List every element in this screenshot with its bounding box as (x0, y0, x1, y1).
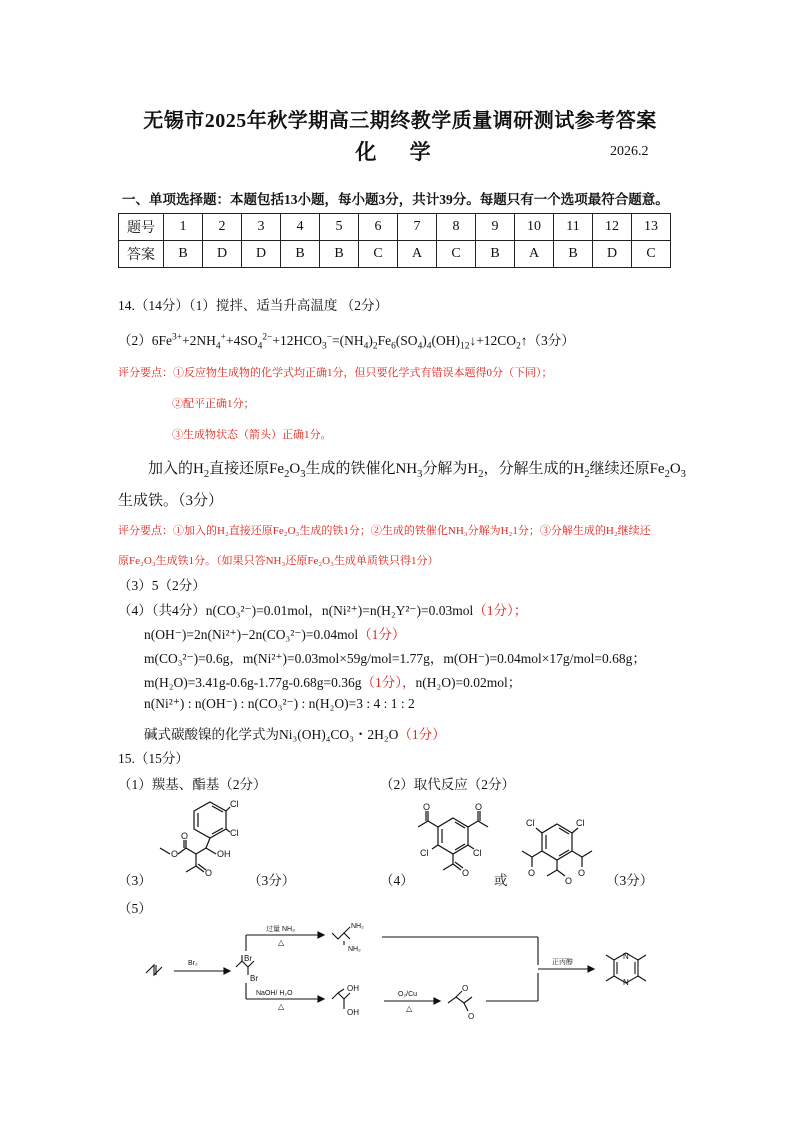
bond (344, 927, 350, 933)
eq-sub: 4 (257, 341, 263, 352)
eq-sub: 4 (363, 341, 369, 352)
nh2-label: NH₂ (351, 923, 364, 930)
answer-cell: B (476, 241, 515, 268)
q14-part4-line4 (144, 671, 521, 691)
q14-equation (118, 329, 575, 352)
methyl-bond (606, 976, 614, 981)
q14-part4-line1 (118, 599, 527, 619)
text: n(H₂O)=0.02mol； (415, 675, 522, 690)
eq-part: =(NH (332, 333, 364, 348)
question-number: 9 (476, 214, 515, 241)
o-label: O (528, 868, 536, 878)
scoring-note-4: 评分要点：①加入的H₂直接还原Fe₂O₃生成的铁1分；②生成的铁催化NH₃分解为H₂1分；③分解生成的H₂继续还 (118, 525, 651, 537)
cl-label: Cl (420, 848, 429, 858)
bond (196, 848, 206, 854)
answer-cell: D (593, 241, 632, 268)
q14-explanation (148, 457, 686, 480)
answer-cell: B (320, 241, 359, 268)
methyl-bond (638, 955, 646, 960)
oh-label: OH (347, 984, 359, 993)
bond (186, 866, 196, 872)
cl-label: Cl (576, 818, 585, 828)
o-label: O (475, 802, 483, 812)
eq-sub: 4 (426, 341, 432, 352)
sub: 2 (203, 469, 210, 480)
q14-part4-line2 (144, 623, 405, 643)
scoring-note-3: ③生成物状态（箭头）正确1分。 (172, 429, 332, 441)
reagent-naoh: NaOH/ H₂O (256, 990, 293, 997)
q15-part1: （1）羰基、酯基（2分） (118, 777, 267, 792)
bond (522, 851, 532, 857)
reagent-o2cu: O₂/Cu (398, 991, 418, 998)
eq-sup: + (220, 332, 226, 343)
question-row (119, 214, 671, 241)
section1-heading: 一、单项选择题：本题包括13小题，每小题3分，共计39分。每题只有一个选项最符合题意。 (122, 192, 669, 207)
bond (468, 821, 478, 827)
answer-cell: D (203, 241, 242, 268)
diamine-structure (332, 933, 350, 939)
arrow-head (588, 966, 594, 972)
methyl-bond (606, 955, 614, 960)
answer-cell: C (437, 241, 476, 268)
o-label: O (462, 868, 470, 878)
question-number: 7 (398, 214, 437, 241)
sub: 2 (664, 469, 670, 480)
eq-part: (OH) (431, 333, 460, 348)
structure-q15-4a (408, 800, 498, 890)
reagent-br2: Br₂ (188, 960, 198, 967)
q15-part4-score: （3分） (606, 873, 654, 888)
exam-date: 2026.2 (610, 144, 649, 159)
cl-label: Cl (526, 818, 535, 828)
row-label-question: 题号 (119, 214, 164, 241)
q15-part3-label: （3） (118, 873, 152, 888)
q15-part2: （2）取代反应（2分） (380, 777, 515, 792)
double-bond (464, 1003, 468, 1011)
o-label: O (565, 876, 573, 886)
bond (160, 848, 170, 854)
sub: 2 (478, 469, 484, 480)
subject-title: 化 学 (355, 140, 445, 164)
methyl-bond (638, 976, 646, 981)
heat-symbol: △ (406, 1004, 413, 1013)
eq-sup: 2− (262, 332, 273, 343)
eq-part: ) (422, 333, 427, 348)
heat-symbol: △ (278, 938, 285, 947)
answer-cell: D (242, 241, 281, 268)
question-number: 11 (554, 214, 593, 241)
q14-part3: （3）5（2分） (118, 578, 206, 593)
eq-part: ↓+12CO (469, 333, 517, 348)
answer-cell: C (632, 241, 671, 268)
heat-symbol: △ (278, 1002, 285, 1011)
answer-cell: A (398, 241, 437, 268)
bond (443, 864, 453, 870)
text: 分解为H (422, 461, 479, 477)
question-number: 1 (164, 214, 203, 241)
arrow-head (318, 996, 324, 1002)
eq-part: +2NH (182, 333, 216, 348)
butene-structure (146, 965, 162, 975)
sub: 3 (417, 469, 423, 480)
text: O (289, 461, 301, 477)
bond (478, 821, 488, 827)
structure-q15-3 (150, 790, 250, 890)
bond (418, 821, 428, 827)
answer-cell: C (359, 241, 398, 268)
scoring-note-2: ②配平正确1分； (172, 398, 255, 410)
page-title: 无锡市2025年秋学期高三期终教学质量调研测试参考答案 (143, 110, 657, 132)
text: 加入的H (148, 461, 204, 477)
eq-sub: 4 (215, 341, 221, 352)
eq-part: +12HCO (272, 333, 322, 348)
eq-sub: 2 (516, 341, 521, 352)
bond (572, 828, 578, 833)
answer-table (118, 213, 671, 268)
q14-eq-label: （2） (118, 333, 152, 348)
q14-part4-line3: m(CO₃²⁻)=0.6g，m(Ni²⁺)=0.03mol×59g/mol=1.77g，m(OH⁻)=0.04mol×17g/mol=0.68g； (144, 651, 646, 666)
oh-label: OH (217, 849, 231, 859)
answer-cell: B (281, 241, 320, 268)
question-number: 4 (281, 214, 320, 241)
eq-sup: 3+ (172, 332, 183, 343)
eq-sub: 6 (391, 341, 396, 352)
bond (572, 851, 582, 857)
question-number: 8 (437, 214, 476, 241)
q15-part3-score: （3分） (248, 873, 296, 888)
scoring-note-1: 评分要点：①反应物生成物的化学式均正确1分，但只要化学式有错误本题得0分（下同）； (118, 367, 553, 379)
bond (557, 870, 565, 876)
bond (547, 870, 557, 876)
n-label: N (623, 952, 629, 961)
question-number: 10 (515, 214, 554, 241)
bond (432, 845, 438, 849)
text: ，分解生成的H (483, 461, 585, 477)
o-label: O (181, 831, 189, 841)
o-label: O (578, 868, 586, 878)
cl-label: Cl (230, 828, 239, 838)
answer-cell: A (515, 241, 554, 268)
o-label: O (205, 868, 213, 878)
sub: 3 (680, 469, 686, 480)
text: O (669, 461, 681, 477)
sub: 2 (584, 469, 590, 480)
q15-heading: 15.（15分） (118, 751, 189, 766)
cl-label: Cl (473, 848, 482, 858)
row-label-answer: 答案 (119, 241, 164, 268)
answer-cell: B (164, 241, 203, 268)
bond (532, 851, 542, 857)
point-mark: （1分）； (473, 603, 528, 618)
bond (186, 848, 196, 854)
oh-label: OH (347, 1008, 359, 1017)
q15-part5-label: （5） (118, 901, 152, 916)
q14-explanation-end: 生成铁。（3分） (118, 493, 224, 509)
text: 碱式碳酸镍的化学式为Ni₃(OH)₄CO₃・2H₂O (144, 727, 399, 742)
question-number: 2 (203, 214, 242, 241)
text: 继续还原Fe (589, 461, 665, 477)
q14-eq-score: （3分） (527, 333, 575, 348)
q14-part1: 14.（14分）（1）搅拌、适当升高温度 （2分） (118, 298, 388, 313)
eq-sub: 12 (460, 341, 470, 352)
point-mark: （1分）， (361, 675, 416, 690)
synthesis-scheme (140, 915, 680, 1045)
text: m(H₂O)=3.41g-0.6g-1.77g-0.68g=0.36g (144, 675, 362, 690)
question-number: 3 (242, 214, 281, 241)
question-number: 13 (632, 214, 671, 241)
q14-part4-line5: n(Ni²⁺) : n(OH⁻) : n(CO₃²⁻) : n(H₂O)=3 : 4 : 1 : 2 (144, 696, 415, 711)
answer-row (119, 241, 671, 268)
question-number: 6 (359, 214, 398, 241)
o-label: O (468, 1012, 475, 1021)
structure-q15-4b (512, 812, 602, 892)
scoring-note-5: 原Fe₂O₃生成铁1分。（如果只答NH₃还原Fe₂O₃生成单质铁只得1分） (118, 555, 439, 567)
nh2-label: NH₂ (348, 946, 361, 953)
double-bond (559, 828, 569, 834)
benzene-ring (194, 802, 226, 838)
bond (536, 828, 542, 833)
double-bond (559, 850, 569, 856)
eq-part: ) (368, 333, 373, 348)
arrow-head (318, 932, 324, 938)
double-bond (455, 822, 465, 828)
o-label: O (423, 802, 431, 812)
arrow-head (224, 968, 230, 974)
text: 生成的铁催化NH (305, 461, 418, 477)
arrow-head (434, 998, 440, 1004)
bond (428, 821, 438, 827)
o-label: O (171, 849, 179, 859)
eq-part: ↑ (520, 333, 528, 348)
diketone-structure (448, 997, 472, 1003)
q14-part4-line6 (144, 723, 446, 743)
solvent-label: 正丙醇 (552, 959, 573, 966)
eq-sub: 2 (372, 341, 378, 352)
point-mark: （1分） (358, 627, 406, 642)
text: 直接还原Fe (209, 461, 285, 477)
reagent-nh3: 过量 NH₃ (266, 926, 295, 933)
eq-sub: 3 (321, 341, 327, 352)
bond (338, 989, 344, 993)
n-label: N (623, 978, 629, 987)
q15-part4-or: 或 (494, 873, 508, 888)
sub: 2 (284, 469, 290, 480)
eq-part: +4SO (225, 333, 258, 348)
eq-part: Fe (377, 333, 392, 348)
q15-part4-label: （4） (380, 873, 414, 888)
question-number: 12 (593, 214, 632, 241)
bond (582, 851, 592, 857)
br-label: Br (244, 954, 252, 963)
bond (206, 838, 210, 848)
eq-part: (SO (395, 333, 418, 348)
eq-sup: − (326, 332, 333, 343)
diol-structure (332, 993, 350, 999)
answer-cell: B (554, 241, 593, 268)
point-mark: （1分） (398, 727, 446, 742)
cl-label: Cl (230, 799, 239, 809)
bond (178, 848, 186, 854)
eq-part: 6Fe (151, 333, 172, 348)
o-label: O (462, 984, 469, 993)
double-bond (455, 844, 465, 850)
text: n(OH⁻)=2n(Ni²⁺)−2n(CO₃²⁻)=0.04mol (144, 627, 359, 642)
sub: 3 (300, 469, 306, 480)
question-number: 5 (320, 214, 359, 241)
text: （4）（共4分）n(CO₃²⁻)=0.01mol，n(Ni²⁺)=n(H₂Y²⁻)=0.03mol (118, 603, 474, 618)
br-label: Br (250, 974, 258, 983)
eq-sub: 4 (417, 341, 423, 352)
bond (206, 848, 216, 854)
